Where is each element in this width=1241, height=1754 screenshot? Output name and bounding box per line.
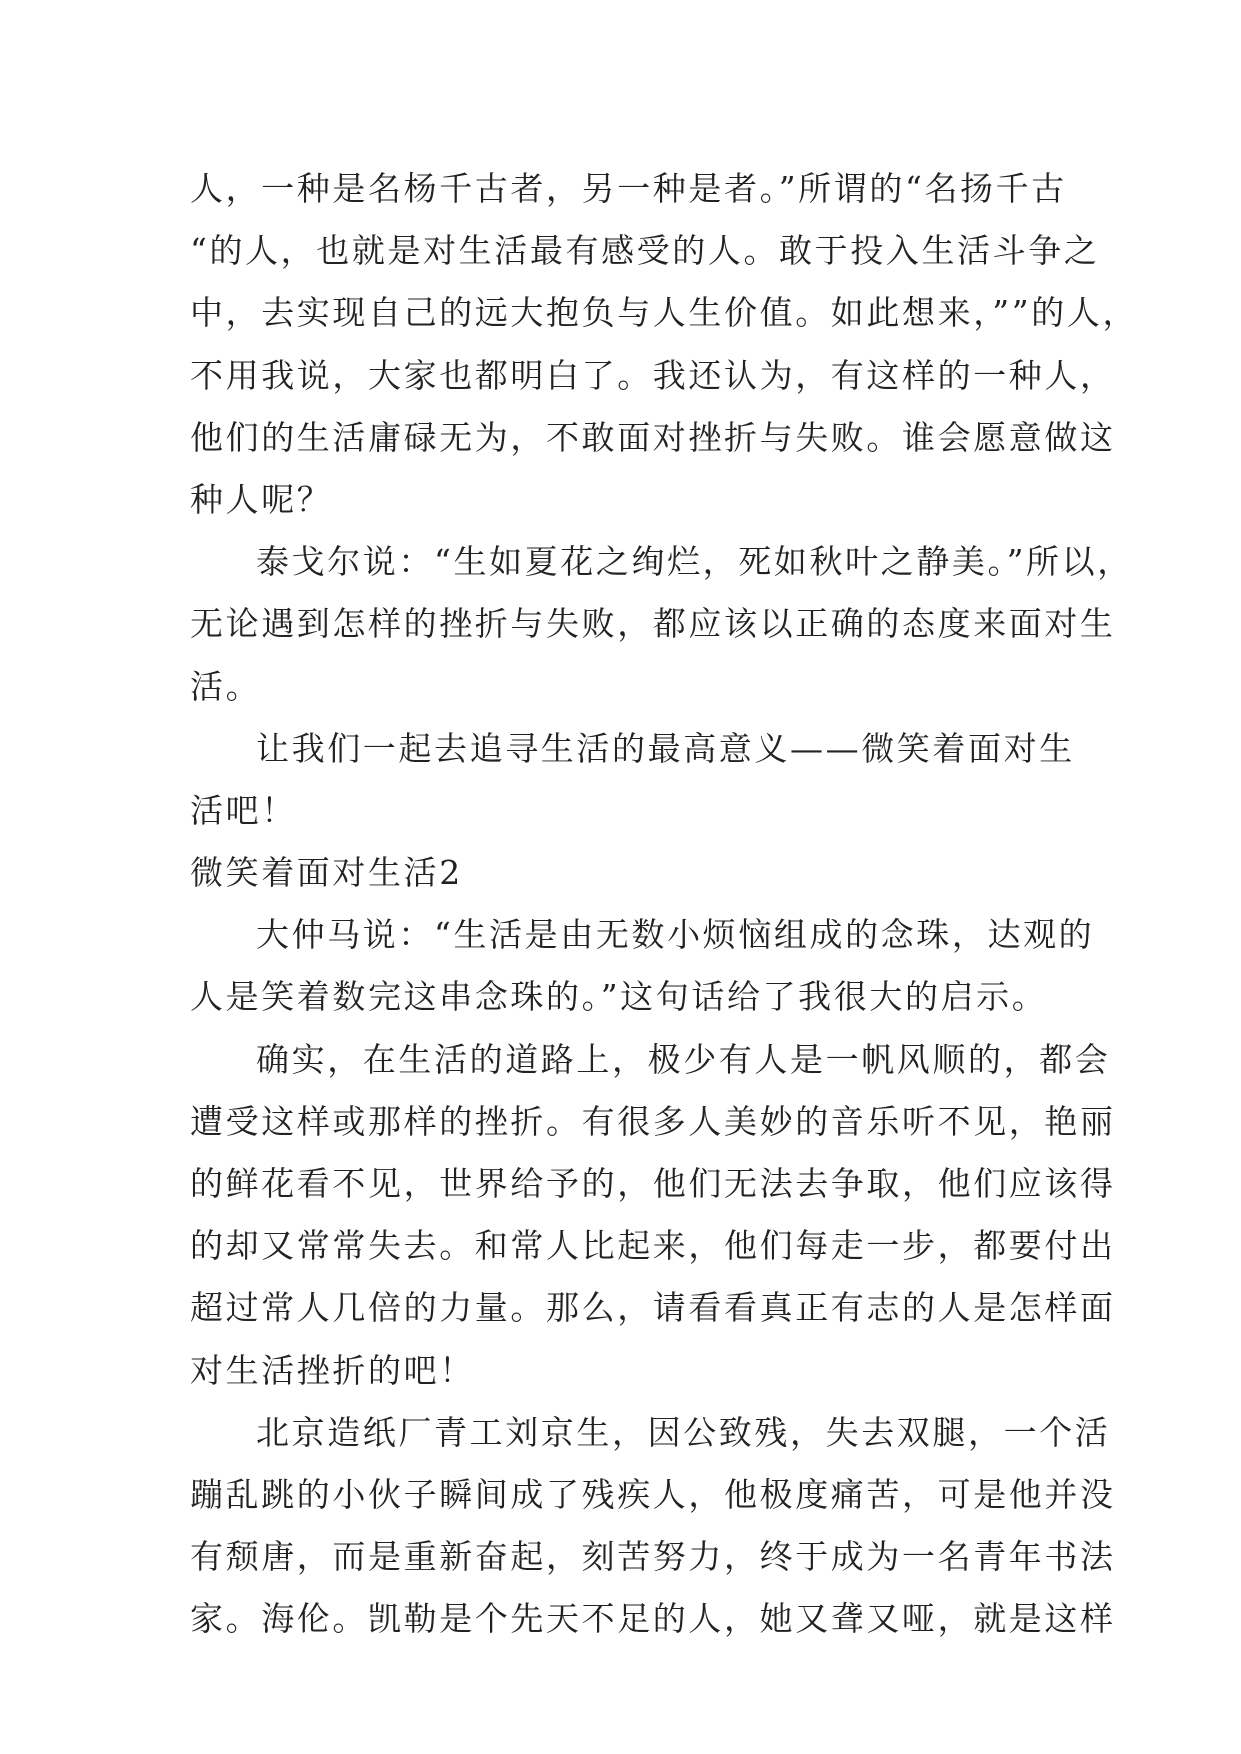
- text-line: 活吧！: [190, 790, 297, 830]
- text-line: 种人呢？: [190, 479, 333, 519]
- text-line: 活。: [190, 666, 262, 706]
- text-line: 遭受这样或那样的挫折。有很多人美妙的音乐听不见，艳丽: [190, 1101, 1116, 1141]
- text-line: 微笑着面对生活2: [190, 853, 463, 893]
- document-body: [190, 158, 1139, 1651]
- text-line: 人，一种是名杨千古者，另一种是者。”所谓的“名扬千古: [190, 169, 1067, 208]
- text-line: 的却又常常失去。和常人比起来，他们每走一步，都要付出: [190, 1226, 1116, 1266]
- text-line: 无论遇到怎样的挫折与失败，都应该以正确的态度来面对生: [190, 604, 1116, 644]
- text-line: 有颓唐，而是重新奋起，刻苦努力，终于成为一名青年书法: [190, 1537, 1116, 1577]
- paragraph-first-line: 让我们一起去追寻生活的最高意义——微笑着面对生: [256, 728, 1075, 768]
- text-line: “的人，也就是对生活最有感受的人。敢于投入生活斗争之: [190, 231, 1100, 271]
- text-line: 蹦乱跳的小伙子瞬间成了残疾人，他极度痛苦，可是他并没: [190, 1474, 1116, 1514]
- text-line: 对生活挫折的吧！: [190, 1350, 475, 1390]
- text-line: 人是笑着数完这串念珠的。”这句话给了我很大的启示。: [190, 977, 1048, 1017]
- text-line: 中，去实现自己的远大抱负与人生价值。如此想来，””的人，: [190, 293, 1139, 333]
- text-line: 不用我说，大家也都明白了。我还认为，有这样的一种人，: [190, 355, 1116, 395]
- text-line: 的鲜花看不见，世界给予的，他们无法去争取，他们应该得: [190, 1164, 1116, 1203]
- text-line: 他们的生活庸碌无为，不敢面对挫折与失败。谁会愿意做这: [190, 417, 1116, 457]
- paragraph-first-line: 北京造纸厂青工刘京生，因公致残，失去双腿，一个活: [256, 1412, 1111, 1452]
- paragraph-first-line: 确实，在生活的道路上，极少有人是一帆风顺的，都会: [256, 1039, 1111, 1079]
- paragraph-first-line: 大仲马说：“生活是由无数小烦恼组成的念珠，达观的: [256, 915, 1095, 955]
- paragraph-first-line: 泰戈尔说：“生如夏花之绚烂，死如秋叶之静美。”所以，: [256, 542, 1133, 582]
- text-line: 家。海伦。凯勒是个先天不足的人，她又聋又哑，就是这样: [190, 1599, 1116, 1639]
- text-line: 超过常人几倍的力量。那么，请看看真正有志的人是怎样面: [190, 1288, 1116, 1328]
